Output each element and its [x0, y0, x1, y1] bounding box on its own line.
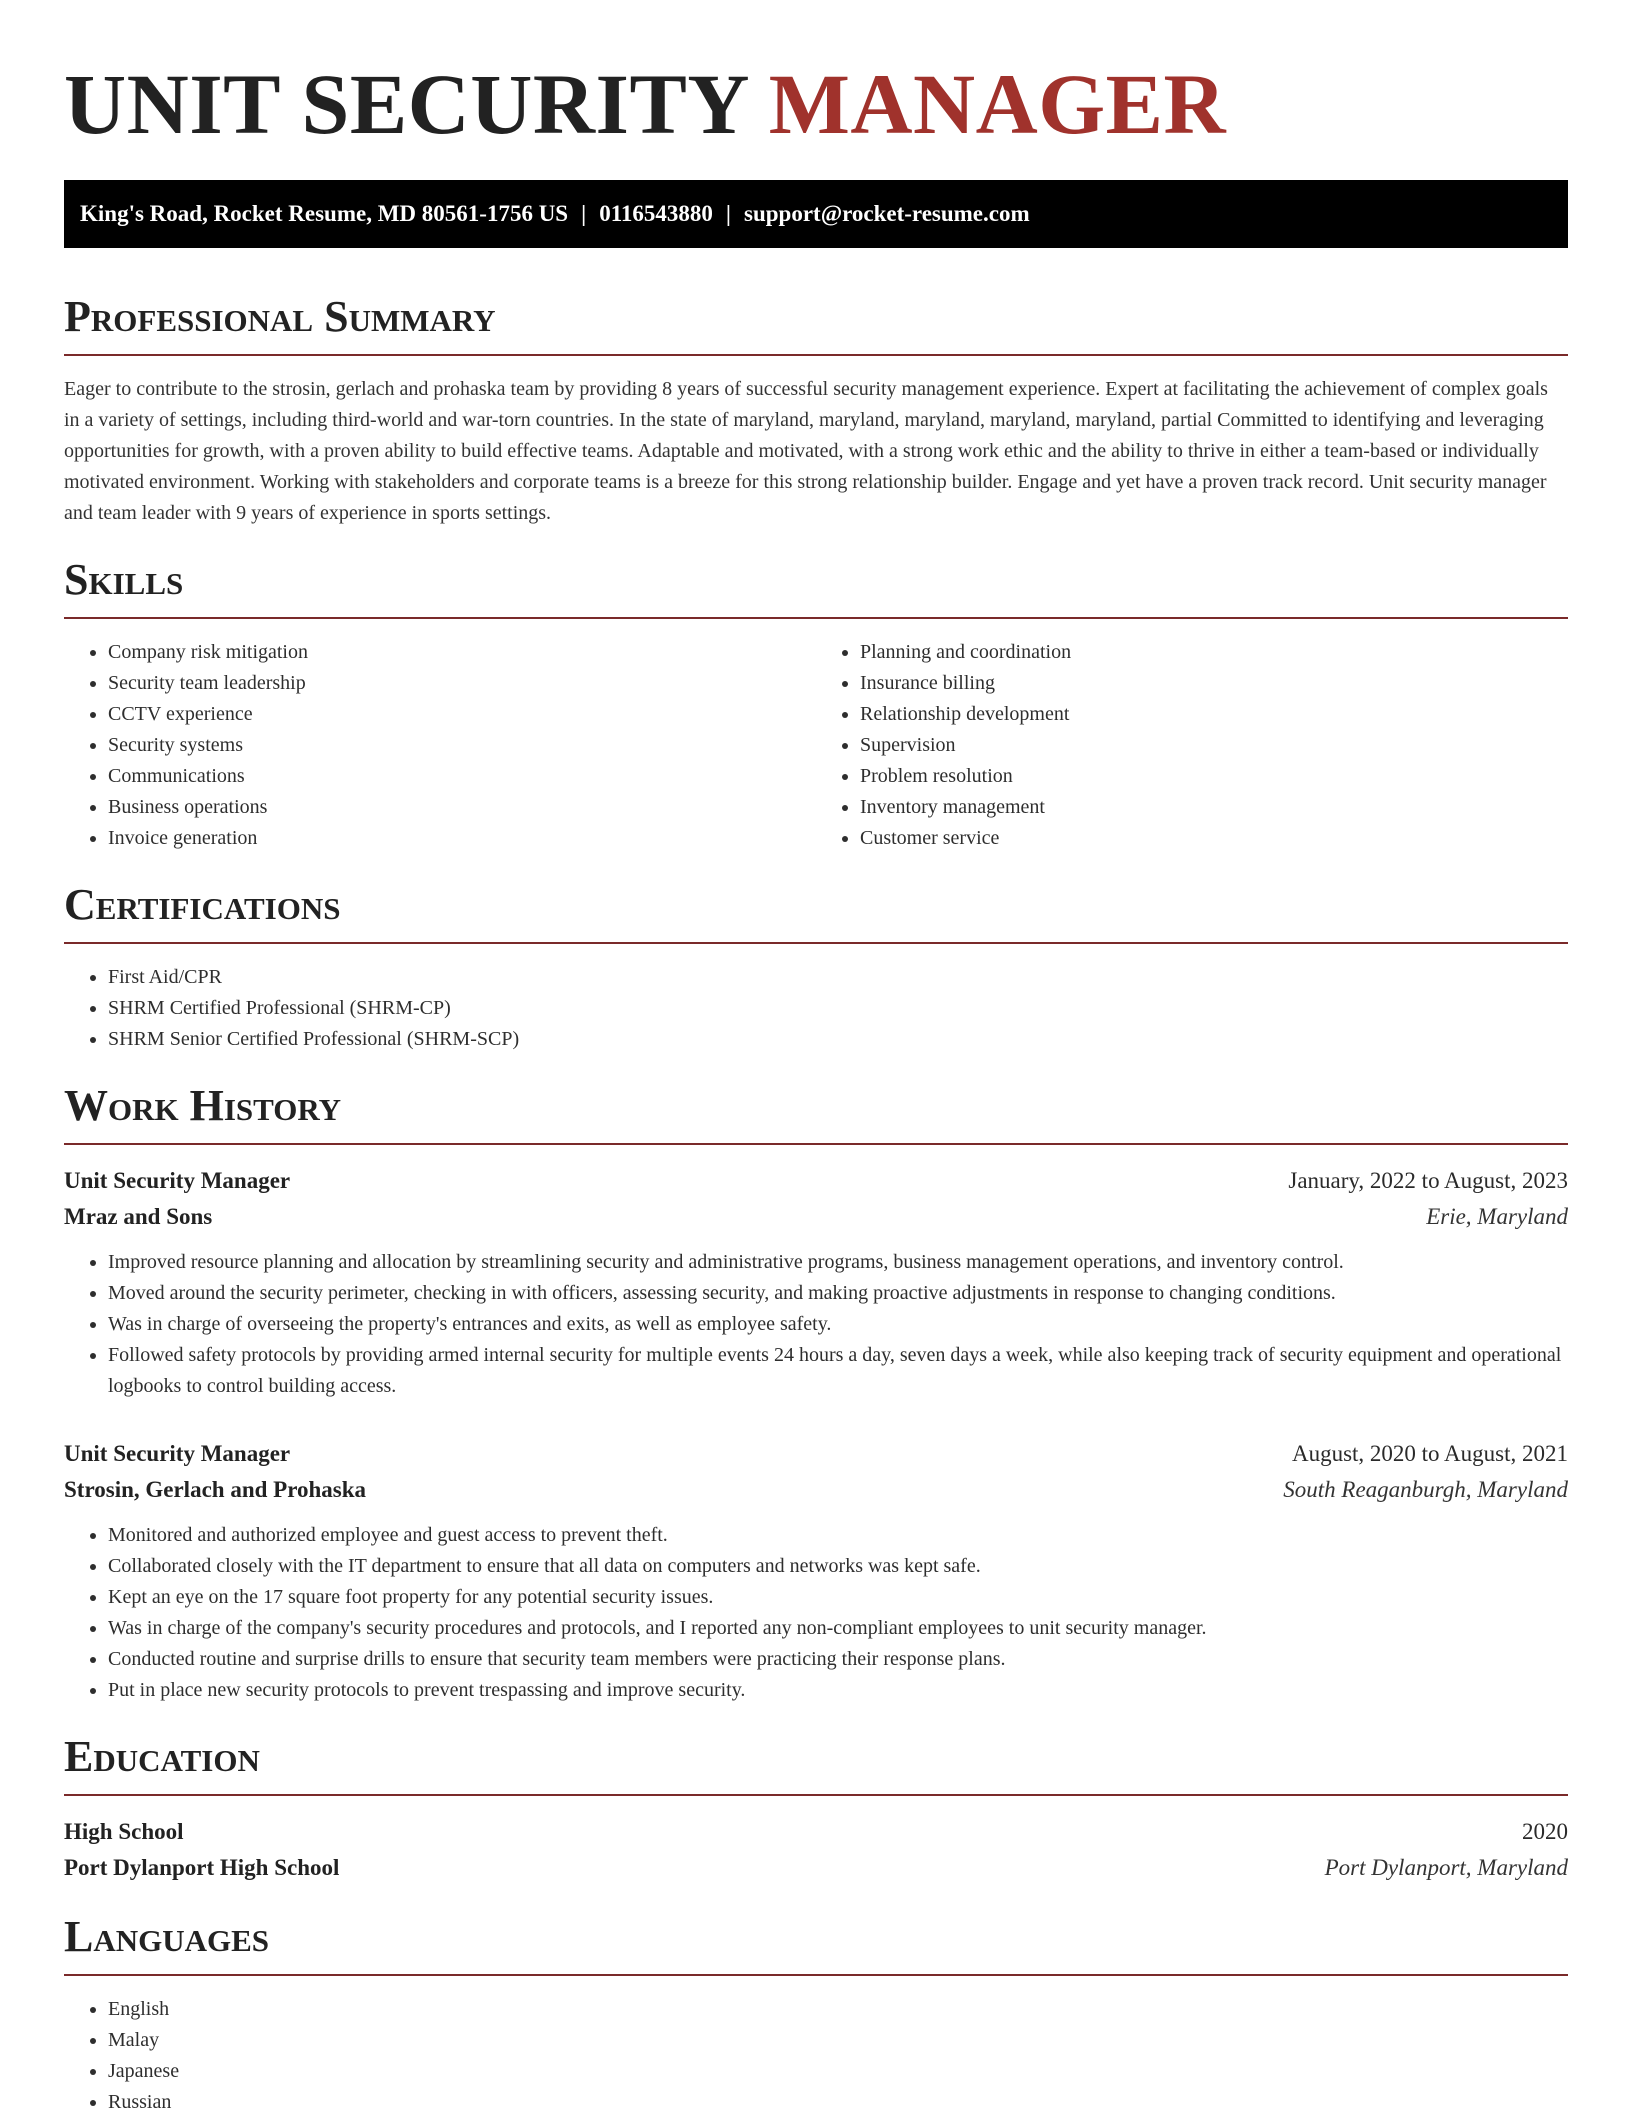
job-bullet: • Conducted routine and surprise drills to ensure that security team members were practicing their response plans. — [108, 1644, 1568, 1675]
job-bullet: • Was in charge of the company's security procedures and protocols, and I reported any non-compliant employees to unit security manager. — [108, 1613, 1568, 1644]
job-bullet: • Improved resource planning and allocation by streamlining security and administrative programs, business management operations, and inventory control. — [108, 1247, 1568, 1278]
skill-item: • Company risk mitigation — [108, 637, 816, 668]
education-subheader — [64, 1850, 1568, 1886]
title-main: UNIT SECURITY — [64, 56, 747, 152]
section-divider — [64, 942, 1568, 944]
job-dates: January, 2022 to August, 2023 — [1288, 1168, 1568, 1193]
section-heading-languages: Languages — [64, 1912, 270, 1961]
job-header — [64, 1436, 1568, 1472]
languages-section — [64, 1912, 1568, 2118]
skill-item: • Security systems — [108, 730, 816, 761]
language-item: • Malay — [108, 2025, 1568, 2056]
job-entry — [64, 1436, 1568, 1706]
skill-item: • Inventory management — [860, 792, 1568, 823]
contact-separator: | — [725, 201, 731, 226]
contact-bar — [64, 180, 1568, 248]
language-item: • Russian — [108, 2087, 1568, 2118]
certification-item: • SHRM Certified Professional (SHRM-CP) — [108, 993, 1568, 1024]
resume-title — [64, 58, 1568, 150]
skills-section — [64, 555, 1568, 854]
job-company: Mraz and Sons — [64, 1204, 213, 1229]
job-bullets — [64, 1520, 1568, 1706]
certifications-section — [64, 880, 1568, 1055]
education-section — [64, 1732, 1568, 1886]
skill-item: • Business operations — [108, 792, 816, 823]
education-location: Port Dylanport, Maryland — [1324, 1855, 1568, 1880]
skill-item: • Communications — [108, 761, 816, 792]
education-degree: High School — [64, 1819, 184, 1844]
skills-columns — [64, 637, 1568, 854]
job-subheader — [64, 1472, 1568, 1508]
certifications-list — [64, 962, 1568, 1055]
job-entry — [64, 1163, 1568, 1402]
skill-item: • Planning and coordination — [860, 637, 1568, 668]
contact-email: support@rocket-resume.com — [744, 201, 1030, 226]
job-bullet: • Put in place new security protocols to prevent trespassing and improve security. — [108, 1675, 1568, 1706]
education-header — [64, 1814, 1568, 1850]
job-dates: August, 2020 to August, 2021 — [1291, 1441, 1568, 1466]
skill-item: • Supervision — [860, 730, 1568, 761]
title-accent: MANAGER — [768, 56, 1227, 152]
job-bullet: • Monitored and authorized employee and guest access to prevent theft. — [108, 1520, 1568, 1551]
certification-item: • First Aid/CPR — [108, 962, 1568, 993]
section-heading-certifications: Certifications — [64, 880, 341, 929]
contact-phone: 0116543880 — [599, 201, 713, 226]
job-company: Strosin, Gerlach and Prohaska — [64, 1477, 367, 1502]
certification-item: • SHRM Senior Certified Professional (SHRM-SCP) — [108, 1024, 1568, 1055]
skill-item: • Insurance billing — [860, 668, 1568, 699]
job-bullet: • Collaborated closely with the IT department to ensure that all data on computers and networks was kept safe. — [108, 1551, 1568, 1582]
skill-item: • Relationship development — [860, 699, 1568, 730]
job-location: Erie, Maryland — [1426, 1204, 1568, 1229]
skill-item: • Customer service — [860, 823, 1568, 854]
section-divider — [64, 354, 1568, 356]
section-divider — [64, 1974, 1568, 1976]
job-title: Unit Security Manager — [64, 1441, 291, 1466]
job-location: South Reaganburgh, Maryland — [1283, 1477, 1568, 1502]
contact-address: King's Road, Rocket Resume, MD 80561-1756 US — [80, 201, 569, 226]
languages-list — [64, 1994, 1568, 2118]
skills-list-right — [816, 637, 1568, 854]
summary-text: Eager to contribute to the strosin, gerlach and prohaska team by providing 8 years of successful security management experience. Expert at facilitating the achievement of complex goals in a variety of settings, including third-world and war-torn countries. In the state of maryland, maryland, maryland, maryland, maryland, partial Committed to identifying and leveraging opportunities for growth, with a proven ability to build effective teams. Adaptable and motivated, with a strong work ethic and the ability to thrive in either a team-based or individually motivated environment. Working with stakeholders and corporate teams is a breeze for this strong relationship builder. Engage and yet have a proven track record. Unit security manager and team leader with 9 years of experience in sports settings. — [64, 378, 1548, 524]
section-heading-skills: Skills — [64, 555, 184, 604]
language-item: • English — [108, 1994, 1568, 2025]
skill-item: • Problem resolution — [860, 761, 1568, 792]
summary-section — [64, 292, 1568, 529]
job-bullet: • Kept an eye on the 17 square foot property for any potential security issues. — [108, 1582, 1568, 1613]
job-bullet: • Was in charge of overseeing the property's entrances and exits, as well as employee safety. — [108, 1309, 1568, 1340]
contact-separator: | — [581, 201, 587, 226]
skill-item: • Invoice generation — [108, 823, 816, 854]
work-history-section — [64, 1081, 1568, 1706]
skill-item: • CCTV experience — [108, 699, 816, 730]
section-divider — [64, 617, 1568, 619]
section-heading-summary: Professional Summary — [64, 292, 496, 341]
education-year: 2020 — [1522, 1819, 1568, 1844]
skill-item: • Security team leadership — [108, 668, 816, 699]
job-bullet: • Followed safety protocols by providing armed internal security for multiple events 24 hours a day, seven days a week, while also keeping track of security equipment and operational logbooks to control building access. — [108, 1340, 1568, 1402]
job-subheader — [64, 1199, 1568, 1235]
job-bullets — [64, 1247, 1568, 1402]
section-heading-education: Education — [64, 1732, 260, 1781]
section-divider — [64, 1143, 1568, 1145]
education-school: Port Dylanport High School — [64, 1855, 340, 1880]
language-item: • Japanese — [108, 2056, 1568, 2087]
skills-list-left — [64, 637, 816, 854]
section-heading-work-history: Work History — [64, 1081, 342, 1130]
section-divider — [64, 1794, 1568, 1796]
job-title: Unit Security Manager — [64, 1168, 291, 1193]
job-header — [64, 1163, 1568, 1199]
job-bullet: • Moved around the security perimeter, checking in with officers, assessing security, and making proactive adjustments in response to changing conditions. — [108, 1278, 1568, 1309]
